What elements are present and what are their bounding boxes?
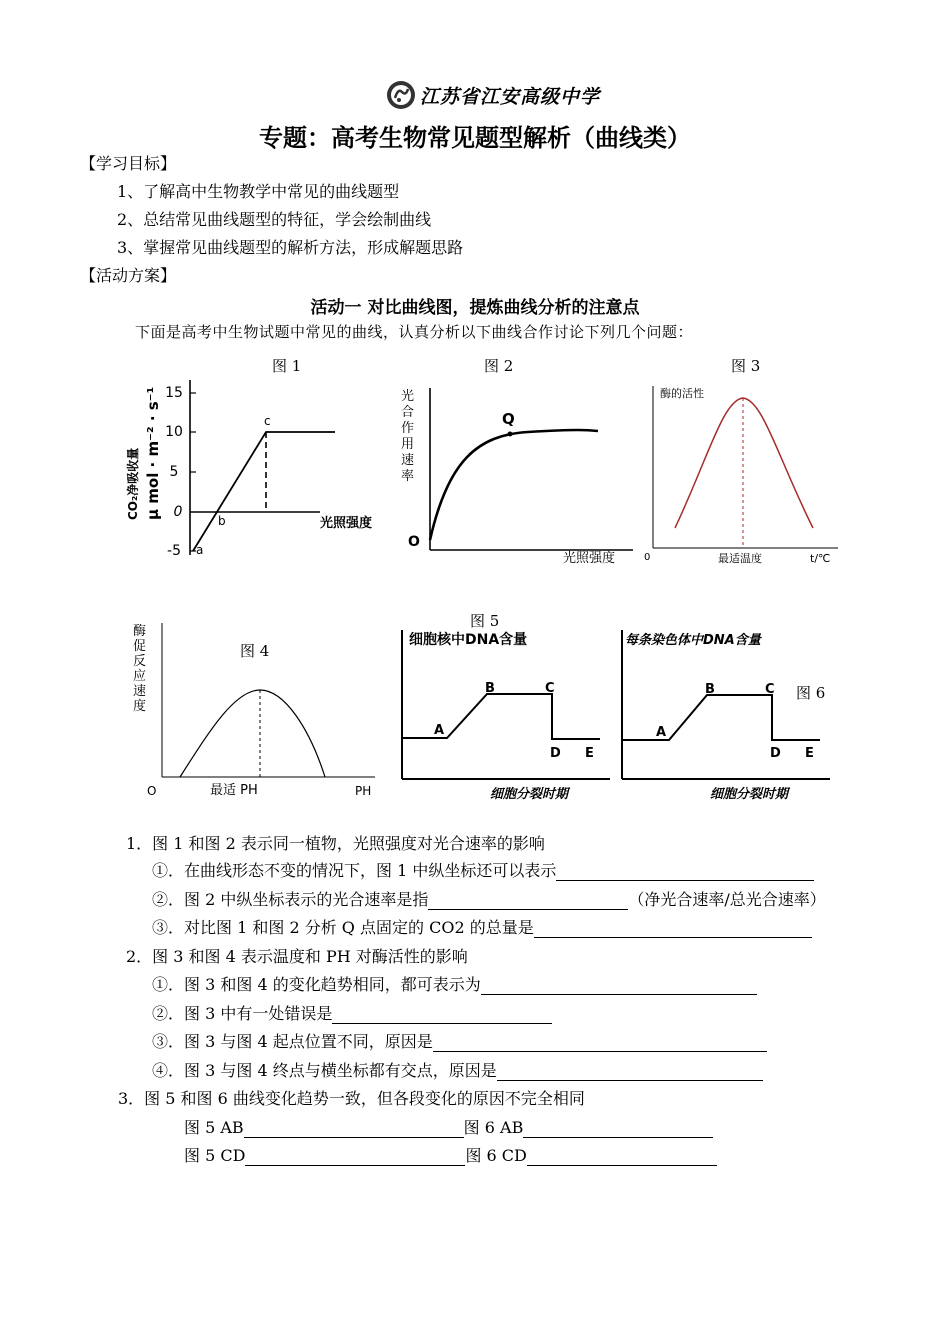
- fig1-curve: [193, 432, 335, 551]
- q1-sub1-text: ①．在曲线形态不变的情况下，图 1 中纵坐标还可以表示: [152, 861, 557, 880]
- q1-sub2-hint: （净光合速率/总光合速率）: [628, 890, 826, 909]
- q2-sub2-text: ②．图 3 中有一处错误是: [152, 1004, 333, 1023]
- fig1-xlabel: 光照强度: [320, 516, 373, 531]
- plan-heading: 【活动方案】: [80, 266, 177, 285]
- q2-sub4: [152, 1061, 763, 1081]
- school-emblem-icon: [386, 80, 416, 110]
- q1-sub1: [152, 861, 814, 881]
- objective-item: 3、掌握常见曲线题型的解析方法，形成解题思路: [117, 238, 464, 257]
- fig1-ytick: 10: [165, 424, 183, 440]
- fig3-chart: [638, 378, 843, 573]
- q2-sub3-text: ③．图 3 与图 4 起点位置不同，原因是: [152, 1032, 433, 1051]
- q2-sub1-answer-blank[interactable]: [481, 977, 757, 995]
- q1-sub2: [152, 890, 826, 910]
- fig1-ytick: 15: [165, 385, 183, 401]
- q2-sub3: [152, 1032, 767, 1052]
- q1-sub3-text: ③．对比图 1 和图 2 分析 Q 点固定的 CO2 的总量是: [152, 918, 534, 937]
- fig6-point-e: E: [805, 746, 814, 761]
- fig2-point-q-marker: [508, 432, 513, 437]
- q1-sub3-answer-blank[interactable]: [534, 920, 812, 938]
- fig2-label: 图 2: [484, 357, 514, 375]
- q1-sub2-answer-blank[interactable]: [428, 892, 628, 910]
- fig4-curve: [180, 690, 325, 777]
- q1-sub3: [152, 918, 812, 938]
- q3-fig6-ab-blank[interactable]: [523, 1120, 713, 1138]
- fig5-point-c: C: [545, 681, 555, 696]
- fig5-ylabel: 细胞核中DNA含量: [409, 632, 528, 648]
- q3-fig6-cd-label: 图 6 CD: [465, 1146, 527, 1165]
- q3-row2: [184, 1146, 717, 1166]
- q2-sub3-answer-blank[interactable]: [433, 1034, 767, 1052]
- fig5-point-d: D: [550, 746, 561, 761]
- fig2-ylabel: 光合作用速率: [401, 389, 415, 484]
- fig1-ylabel-line1: CO₂净吸收量: [126, 447, 140, 520]
- fig4-optimum: 最适 PH: [210, 783, 258, 798]
- fig1-ytick: -5: [167, 543, 181, 559]
- q1-stem: 1．图 1 和图 2 表示同一植物，光照强度对光合速率的影响: [126, 834, 545, 853]
- fig5-xlabel: 细胞分裂时期: [490, 787, 569, 802]
- fig1-label: 图 1: [272, 357, 302, 375]
- fig3-xlabel: t/℃: [810, 552, 831, 565]
- fig5-point-b: B: [485, 681, 495, 696]
- fig4-xlabel: PH: [355, 784, 372, 798]
- fig2-xlabel: 光照强度: [563, 551, 616, 566]
- fig6-ylabel: 每条染色体中DNA含量: [625, 633, 761, 648]
- fig2-origin: O: [408, 534, 420, 550]
- fig3-ylabel: 酶的活性: [660, 387, 704, 400]
- page-title: 专题：高考生物常见题型解析（曲线类）: [259, 124, 691, 152]
- fig6-xlabel: 细胞分裂时期: [710, 787, 789, 802]
- activity-intro: 下面是高考中生物试题中常见的曲线，认真分析以下曲线合作讨论下列几个问题：: [135, 323, 694, 341]
- fig1-point-b: b: [218, 514, 226, 528]
- objective-item: 2、总结常见曲线题型的特征，学会绘制曲线: [117, 210, 432, 229]
- q3-fig5-ab-label: 图 5 AB: [184, 1118, 244, 1137]
- fig5-chart: [395, 622, 615, 807]
- q3-fig5-cd-blank[interactable]: [245, 1148, 465, 1166]
- q2-sub2: [152, 1004, 552, 1024]
- fig3-origin: 0: [644, 552, 651, 563]
- fig4-label: 图 4: [240, 642, 270, 660]
- fig5-label: 图 5: [470, 612, 500, 630]
- fig6-point-d: D: [770, 746, 781, 761]
- activity-title: 活动一 对比曲线图，提炼曲线分析的注意点: [310, 298, 640, 318]
- fig4-ylabel: 酶促反应速度: [133, 624, 147, 714]
- fig6-point-c: C: [765, 682, 775, 697]
- q2-sub1-text: ①．图 3 和图 4 的变化趋势相同，都可表示为: [152, 975, 481, 994]
- fig3-curve: [675, 398, 813, 528]
- fig1-ylabel-line2: μ mol · m⁻² · s⁻¹: [144, 386, 162, 520]
- fig6-point-a: A: [656, 725, 667, 740]
- q3-fig5-cd-label: 图 5 CD: [184, 1146, 246, 1165]
- fig6-label: 图 6: [796, 684, 826, 702]
- fig1-point-a: a: [196, 543, 204, 557]
- q2-sub1: [152, 975, 757, 995]
- q3-fig5-ab-blank[interactable]: [244, 1120, 464, 1138]
- fig5-point-e: E: [585, 746, 594, 761]
- q3-fig6-cd-blank[interactable]: [527, 1148, 717, 1166]
- school-name: 江苏省江安高级中学: [420, 85, 601, 108]
- fig1-ytick: 5: [169, 464, 179, 480]
- fig3-optimum: 最适温度: [718, 552, 762, 565]
- q3-fig6-ab-label: 图 6 AB: [463, 1118, 524, 1137]
- fig3-label: 图 3: [731, 357, 761, 375]
- objective-item: 1、了解高中生物教学中常见的曲线题型: [117, 182, 400, 201]
- fig4-origin: O: [147, 784, 157, 798]
- q2-sub4-text: ④．图 3 与图 4 终点与横坐标都有交点，原因是: [152, 1061, 497, 1080]
- fig6-curve: [622, 695, 820, 740]
- objectives-heading: 【学习目标】: [80, 154, 177, 173]
- fig6-point-b: B: [705, 682, 715, 697]
- fig2-curve: [430, 430, 598, 540]
- fig5-curve: [402, 694, 600, 739]
- fig6-chart: [615, 622, 845, 807]
- fig2-chart: [398, 380, 638, 570]
- q1-sub2-text: ②．图 2 中纵坐标表示的光合速率是指: [152, 890, 429, 909]
- q2-sub2-answer-blank[interactable]: [332, 1006, 552, 1024]
- school-logo: [386, 78, 600, 112]
- fig1-point-c: c: [264, 414, 271, 428]
- q1-sub1-answer-blank[interactable]: [556, 863, 814, 881]
- q3-stem: 3．图 5 和图 6 曲线变化趋势一致，但各段变化的原因不完全相同: [118, 1089, 585, 1108]
- fig5-point-a: A: [434, 723, 445, 738]
- fig4-chart: [125, 615, 385, 805]
- fig2-point-q: Q: [502, 410, 515, 428]
- q2-sub4-answer-blank[interactable]: [497, 1063, 763, 1081]
- fig1-ytick: 0: [173, 504, 183, 520]
- q2-stem: 2．图 3 和图 4 表示温度和 PH 对酶活性的影响: [126, 947, 468, 966]
- q3-row1: [184, 1118, 713, 1138]
- fig1-chart: [120, 355, 395, 570]
